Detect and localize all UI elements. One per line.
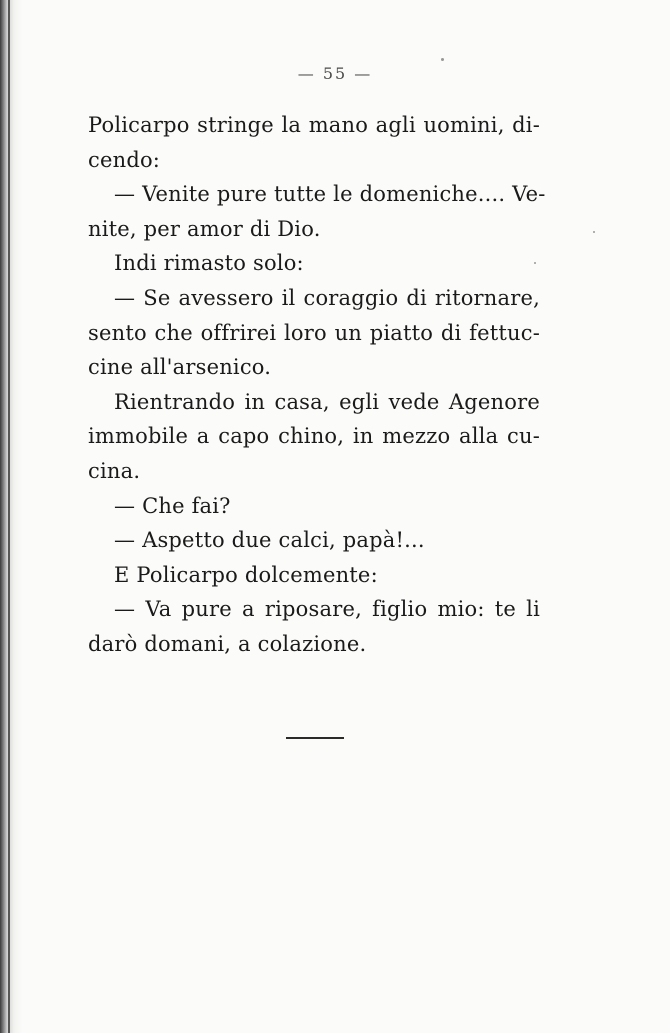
page-binding-shadow bbox=[0, 0, 22, 1033]
text-line: Indi rimasto solo: bbox=[114, 251, 304, 276]
text-line: cine all'arsenico. bbox=[88, 355, 272, 380]
text-line: Rientrando in casa, egli vede Agenore bbox=[114, 389, 540, 414]
page-number: — 55 — bbox=[297, 64, 373, 83]
text-line: nite, per amor di Dio. bbox=[88, 216, 321, 241]
paper-speck bbox=[534, 262, 536, 264]
text-line: cendo: bbox=[88, 147, 161, 172]
paper-speck bbox=[593, 231, 595, 233]
text-line: — Se avessero il coraggio di ritornare, bbox=[114, 285, 540, 310]
text-line: — Che fai? bbox=[114, 493, 231, 518]
text-line: — Va pure a riposare, figlio mio: te li bbox=[114, 597, 540, 622]
text-line: Policarpo stringe la mano agli uomini, di- bbox=[88, 113, 540, 137]
text-line: — Venite pure tutte le domeniche.... Ve- bbox=[114, 182, 546, 207]
page-binding-edge bbox=[8, 0, 10, 1033]
text-line: immobile a capo chino, in mezzo alla cu- bbox=[88, 424, 540, 449]
text-line: darò domani, a colazione. bbox=[88, 631, 367, 656]
text-line: — Aspetto due calci, papà!... bbox=[114, 528, 425, 553]
text-line: E Policarpo dolcemente: bbox=[114, 562, 378, 587]
text-line: sento che offrirei loro un piatto di fettuc- bbox=[88, 320, 540, 345]
body-text bbox=[88, 108, 546, 662]
text-line: cina. bbox=[88, 458, 141, 483]
paper-speck bbox=[441, 58, 444, 61]
section-separator-rule bbox=[286, 737, 344, 739]
